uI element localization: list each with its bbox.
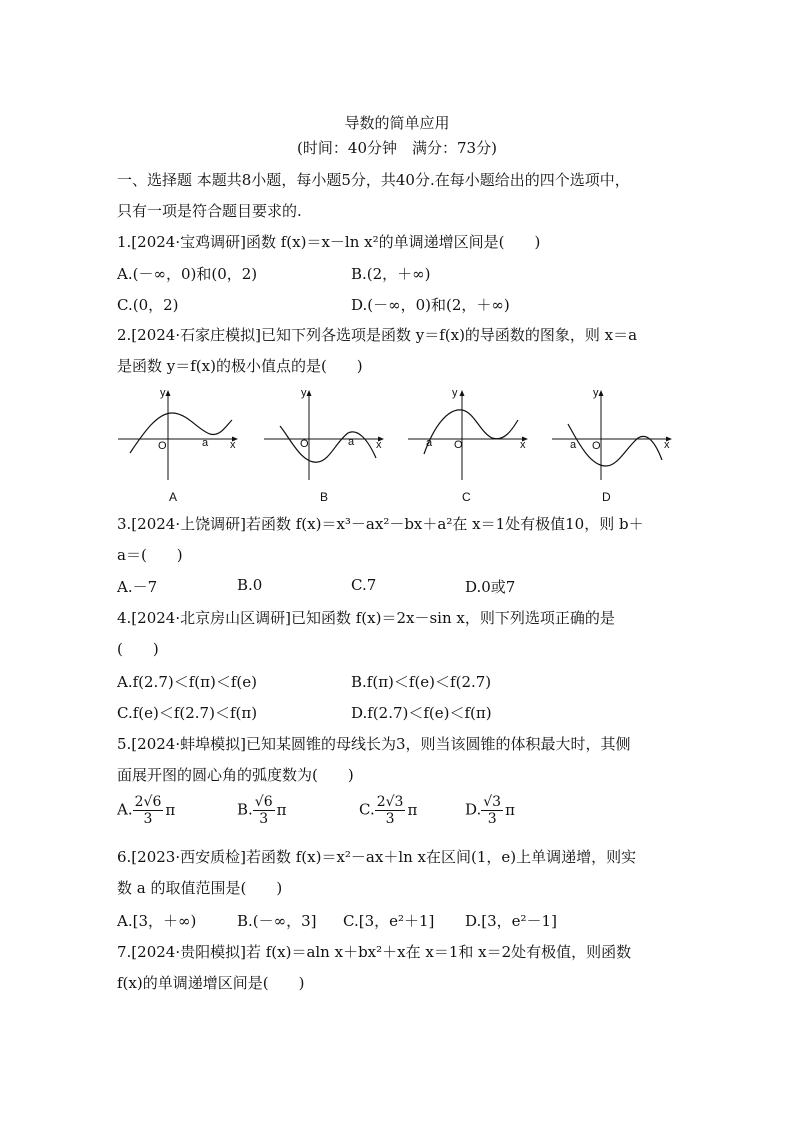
q5-option-a-denominator: 3 (143, 811, 153, 827)
q5-option-b-letter: B. (237, 800, 253, 819)
q5-option-b[interactable] (237, 794, 286, 827)
q4-stem-1: 4.[2024·北京房山区调研]已知函数 f(x)＝2x－sin x，则下列选项正确的是 (117, 609, 615, 627)
section-instructions-1: 一、选择题 本题共8小题，每小题5分，共40分.在每小题给出的四个选项中， (117, 171, 630, 189)
q5-stem-2: 面展开图的圆心角的弧度数为( ) (117, 766, 354, 784)
graph-c-origin: O (454, 439, 463, 451)
q6-stem-2: 数 a 的取值范围是( ) (117, 879, 283, 897)
graph-b-y-label: y (301, 387, 307, 399)
graph-b-x-label: x (376, 439, 382, 451)
graph-b-point-a: a (348, 436, 355, 448)
q6-option-b[interactable]: B.(－∞，3] (237, 912, 317, 930)
q4-stem-2: ( ) (117, 640, 159, 658)
q6-option-d[interactable]: D.[3，e²－1] (465, 912, 557, 930)
q2-graph-c[interactable] (406, 386, 536, 504)
q5-stem-1: 5.[2024·蚌埠模拟]已知某圆锥的母线长为3，则当该圆锥的体积最大时，其侧 (117, 735, 631, 753)
q4-option-d[interactable]: D.f(2.7)＜f(e)＜f(π) (351, 704, 492, 722)
q2-stem-1: 2.[2024·石家庄模拟]已知下列各选项是函数 y＝f(x)的导函数的图象，则 x＝a (117, 326, 638, 344)
q5-option-b-numerator: √6 (254, 794, 273, 810)
q5-option-a-fraction (133, 794, 164, 827)
q4-option-b[interactable]: B.f(π)＜f(e)＜f(2.7) (351, 673, 492, 691)
graph-b-label: B (320, 490, 329, 504)
graph-d-label: D (602, 490, 611, 504)
q4-option-a[interactable]: A.f(2.7)＜f(π)＜f(e) (117, 673, 257, 691)
q5-option-c-letter: C. (359, 800, 375, 819)
q5-option-b-pi: π (276, 800, 287, 819)
q5-option-d-denominator: 3 (487, 811, 497, 827)
graph-d-x-label: x (664, 439, 670, 451)
q1-option-a[interactable]: A.(－∞，0)和(0，2) (117, 265, 258, 283)
q5-option-c-pi: π (407, 800, 418, 819)
graph-a-origin: O (158, 440, 167, 452)
q2-graph-b[interactable] (262, 386, 392, 504)
q5-option-d[interactable] (465, 794, 515, 827)
q5-option-c-denominator: 3 (385, 811, 395, 827)
q6-stem-1: 6.[2023·西安质检]若函数 f(x)＝x²－ax＋ln x在区间(1，e)上单调递增，则实 (117, 848, 637, 866)
q1-option-d[interactable]: D.(－∞，0)和(2，＋∞) (351, 296, 510, 314)
q5-option-a-numerator: 2√6 (134, 794, 162, 810)
q3-option-b[interactable]: B.0 (237, 576, 263, 594)
graph-c-label: C (462, 490, 471, 504)
q1-option-b[interactable]: B.(2，＋∞) (351, 265, 431, 283)
q1-stem: 1.[2024·宝鸡调研]函数 f(x)＝x－ln x²的单调递增区间是( ) (117, 233, 541, 251)
graph-a-plot (116, 386, 246, 504)
q5-option-c-fraction (375, 794, 406, 827)
graph-d-y-label: y (593, 387, 599, 399)
graph-b-origin: O (300, 438, 309, 450)
q3-stem-1: 3.[2024·上饶调研]若函数 f(x)＝x³－ax²－bx＋a²在 x＝1处有极值10，则 b＋ (117, 515, 644, 533)
graph-c-y-label: y (452, 387, 458, 399)
q5-option-a-pi: π (165, 800, 176, 819)
q3-stem-2: a＝( ) (117, 546, 183, 564)
q6-option-c[interactable]: C.[3，e²＋1] (343, 912, 435, 930)
q7-stem-1: 7.[2024·贵阳模拟]若 f(x)＝aln x＋bx²＋x在 x＝1和 x＝2处有极值，则函数 (117, 943, 632, 961)
q3-option-c[interactable]: C.7 (351, 576, 377, 594)
graph-a-x-label: x (230, 439, 236, 451)
graph-a-point-a: a (202, 437, 209, 449)
q5-option-b-denominator: 3 (259, 811, 269, 827)
q2-stem-2: 是函数 y＝f(x)的极小值点的是( ) (117, 357, 363, 375)
q5-option-d-fraction (481, 794, 503, 827)
section-instructions-2: 只有一项是符合题目要求的. (117, 202, 302, 220)
page-title: 导数的简单应用 (344, 114, 450, 132)
graph-b-plot (262, 386, 392, 504)
graph-c-point-a: a (426, 437, 433, 449)
q5-option-a[interactable] (117, 794, 175, 827)
graph-d-point-a: a (570, 439, 577, 451)
page-subtitle: (时间：40分钟 满分：73分) (297, 139, 497, 157)
graph-c-x-label: x (520, 439, 526, 451)
q6-option-a[interactable]: A.[3，＋∞) (117, 912, 197, 930)
graph-d-origin: O (592, 440, 601, 452)
q5-option-b-fraction (253, 794, 275, 827)
q5-option-d-letter: D. (465, 800, 482, 819)
q5-option-d-pi: π (505, 800, 515, 819)
graph-a-label: A (169, 490, 178, 504)
q4-option-c[interactable]: C.f(e)＜f(2.7)＜f(π) (117, 704, 258, 722)
q2-graph-a[interactable] (116, 386, 246, 504)
q5-option-d-numerator: √3 (483, 794, 502, 810)
q5-option-a-letter: A. (117, 800, 133, 819)
q2-graph-d[interactable] (550, 386, 682, 504)
graph-a-y-label: y (160, 387, 166, 399)
q7-stem-2: f(x)的单调递增区间是( ) (117, 974, 305, 992)
q3-option-d[interactable]: D.0或7 (465, 578, 516, 596)
q5-option-c[interactable] (359, 794, 417, 827)
q5-option-c-numerator: 2√3 (376, 794, 404, 810)
q1-option-c[interactable]: C.(0，2) (117, 296, 179, 314)
q3-option-a[interactable]: A.－7 (117, 578, 158, 596)
